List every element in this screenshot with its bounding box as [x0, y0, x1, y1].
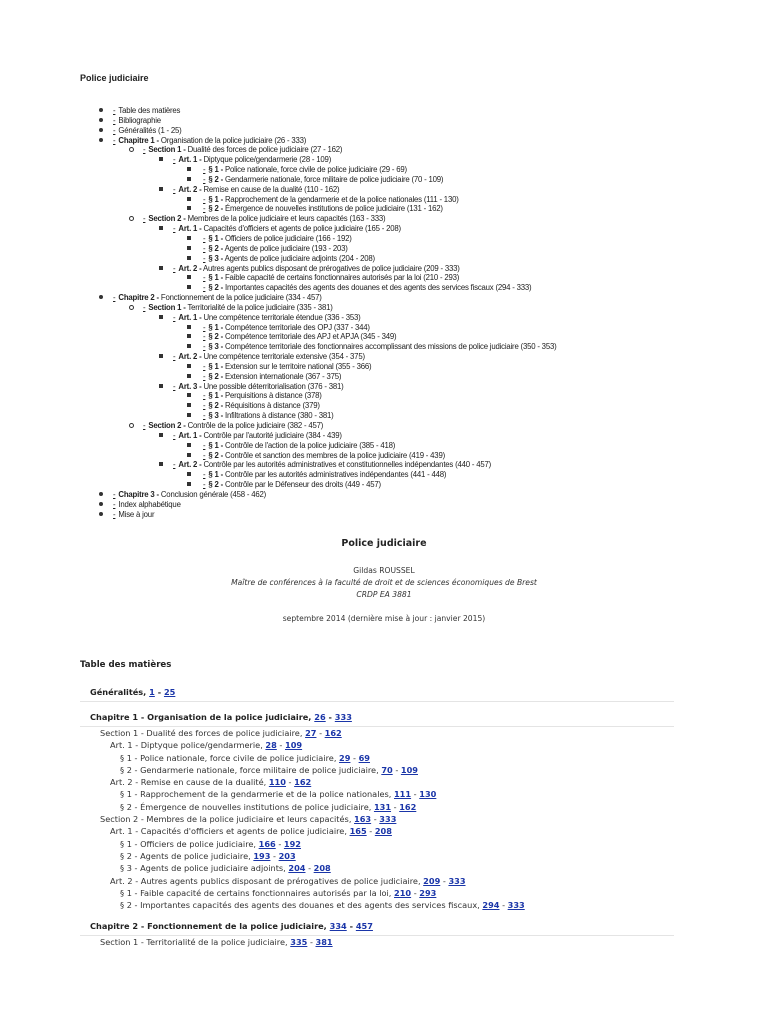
bullet-square-icon — [159, 462, 163, 466]
outline-link-paragraph[interactable]: Officiers de police judiciaire (166 - 192) — [224, 233, 352, 243]
page-link-end[interactable]: 109 — [400, 764, 418, 775]
article-title: Police judiciaire — [341, 538, 427, 549]
outline-item[interactable]: - Art. 2 - Contrôle par les autorités administratives et constitutionnelles indépendantes (440 - 457) — [80, 460, 556, 470]
outline-item[interactable]: - § 2 - Contrôle et sanction des membres de la police judiciaire (419 - 439) — [80, 451, 556, 461]
outline-link-paragraph[interactable]: Contrôle par les autorités administratives indépendantes (441 - 448) — [224, 470, 447, 480]
outline-link-article[interactable]: Une possible déterritorialisation (376 - 381) — [203, 381, 344, 391]
outline-item[interactable]: - Art. 3 - Une possible déterritorialisation (376 - 381) — [80, 382, 556, 392]
page-link-start[interactable]: 29 — [339, 752, 351, 763]
toc-row-article: Art. 2 - Autres agents publics disposant de prérogatives de police judiciaire, 209 - 333 — [110, 875, 466, 886]
publication-date: septembre 2014 (dernière mise à jour : janvier 2015) — [282, 614, 486, 623]
toc-row-section: Section 1 - Dualité des forces de police judiciaire, 27 - 162 — [100, 728, 342, 738]
outline-link-paragraph[interactable]: Extension internationale (367 - 375) — [224, 371, 342, 381]
outline-paragraph-number: § 1 - — [208, 322, 224, 332]
page-link-end[interactable]: 333 — [334, 712, 352, 722]
outline-item[interactable]: - Généralités (1 - 25) — [80, 126, 556, 136]
bullet-square-icon — [187, 482, 191, 486]
bullet-disc-icon — [99, 492, 103, 496]
bullet-square-icon — [187, 453, 191, 457]
outline-article-number: Art. 2 - — [178, 263, 202, 273]
outline-paragraph-number: § 1 - — [208, 361, 224, 371]
toc-row-paragraph: § 2 - Agents de police judiciaire, 193 - 203 — [120, 850, 296, 861]
page-link-start[interactable]: 166 — [258, 838, 276, 849]
bullet-square-icon — [187, 325, 191, 329]
outline-chapter-number: Chapitre 3 - — [118, 489, 159, 499]
outline-paragraph-number: § 2 - — [208, 174, 224, 184]
page-link-start[interactable]: 210 — [394, 887, 412, 898]
outline-item[interactable]: - § 1 - Compétence territoriale des OPJ (337 - 344) — [80, 323, 556, 333]
bullet-disc-icon — [99, 138, 103, 142]
bullet-square-icon — [187, 246, 191, 250]
outline-link-paragraph[interactable]: Perquisitions à distance (378) — [224, 391, 322, 401]
page-link-start[interactable]: 204 — [288, 863, 306, 874]
outline-item[interactable]: - Section 1 - Territorialité de la police judiciaire (335 - 381) — [80, 303, 556, 313]
toc-row-paragraph: § 1 - Police nationale, force civile de police judiciaire, 29 - 69 — [120, 752, 371, 763]
outline-item[interactable]: - § 2 - Importantes capacités des agents des douanes et des agents des services fiscaux (294 - 333) — [80, 283, 556, 293]
page-link-end[interactable]: 162 — [399, 801, 417, 812]
outline-link-section[interactable]: Membres de la police judiciaire et leurs capacités (163 - 333) — [187, 214, 386, 224]
bullet-square-icon — [159, 354, 163, 358]
outline-paragraph-number: § 3 - — [208, 253, 224, 263]
bullet-square-icon — [187, 443, 191, 447]
outline-paragraph-number: § 1 - — [208, 165, 224, 175]
outline-item[interactable]: - § 2 - Compétence territoriale des APJ et APJA (345 - 349) — [80, 332, 556, 342]
outline-link-paragraph[interactable]: Agents de police judiciaire (193 - 203) — [224, 243, 348, 253]
author-name: Gildas ROUSSEL — [353, 566, 415, 575]
page-link-end[interactable]: 109 — [285, 740, 303, 751]
toc-list — [80, 684, 674, 949]
toc-row-article: Art. 1 - Capacités d'officiers et agents de police judiciaire, 165 - 208 — [110, 826, 392, 837]
document-title: Police judiciaire — [80, 73, 149, 83]
outline-link-paragraph[interactable]: Réquisitions à distance (379) — [224, 401, 320, 411]
outline-link-article[interactable]: Autres agents publics disposant de prérogatives de police judiciaire (209 - 333) — [203, 263, 460, 273]
outline-article-number: Art. 1 - — [178, 155, 202, 165]
page-link-end[interactable]: 130 — [419, 789, 437, 800]
page-link-end[interactable]: 293 — [419, 887, 437, 898]
outline-item[interactable]: - § 2 - Gendarmerie nationale, force militaire de police judiciaire (70 - 109) — [80, 175, 556, 185]
outline-item[interactable]: - § 1 - Police nationale, force civile de police judiciaire (29 - 69) — [80, 165, 556, 175]
outline-article-number: Art. 1 - — [178, 224, 202, 234]
page-link-start[interactable]: 26 — [314, 712, 326, 722]
bullet-square-icon — [187, 413, 191, 417]
outline-item[interactable]: - Section 2 - Contrôle de la police judiciaire (382 - 457) — [80, 421, 556, 431]
bullet-disc-icon — [99, 512, 103, 516]
outline-paragraph-number: § 1 - — [208, 391, 224, 401]
outline-item[interactable]: - Art. 1 - Capacités d'officiers et agents de police judiciaire (165 - 208) — [80, 224, 556, 234]
outline-section-number: Section 1 - — [148, 302, 186, 312]
outline-link-generalites[interactable]: Généralités (1 - 25) — [118, 125, 182, 135]
bullet-square-icon — [159, 384, 163, 388]
bullet-circle-icon — [129, 305, 134, 310]
bullet-disc-icon — [99, 108, 103, 112]
outline-chapter-number: Chapitre 1 - — [118, 135, 159, 145]
bullet-square-icon — [187, 344, 191, 348]
outline-paragraph-number: § 2 - — [208, 332, 224, 342]
outline-link-article[interactable]: Remise en cause de la dualité (110 - 162) — [203, 184, 340, 194]
page-link-start[interactable]: 163 — [354, 814, 372, 825]
outline-link-paragraph[interactable]: Police nationale, force civile de police judiciaire (29 - 69) — [224, 165, 407, 175]
bullet-square-icon — [159, 226, 163, 230]
bullet-square-icon — [159, 315, 163, 319]
outline-link-chapitre-3[interactable]: Conclusion générale (458 - 462) — [160, 489, 267, 499]
outline-paragraph-number: § 2 - — [208, 401, 224, 411]
page-link-end[interactable]: 457 — [355, 921, 373, 932]
outline-link-section[interactable]: Dualité des forces de police judiciaire (27 - 162) — [187, 145, 343, 155]
bullet-square-icon — [159, 433, 163, 437]
outline-item[interactable]: - Chapitre 1 - Organisation de la police judiciaire (26 - 333) — [80, 136, 556, 146]
outline-link-article[interactable]: Diptyque police/gendarmerie (28 - 109) — [203, 155, 332, 165]
bullet-square-icon — [187, 197, 191, 201]
page-link-start[interactable]: 294 — [482, 900, 500, 911]
outline-item[interactable]: - Section 2 - Membres de la police judiciaire et leurs capacités (163 - 333) — [80, 214, 556, 224]
outline-paragraph-number: § 2 - — [208, 450, 224, 460]
outline-link-paragraph[interactable]: Extension sur le territoire national (355 - 366) — [224, 361, 372, 371]
toc-row-paragraph: § 1 - Rapprochement de la gendarmerie et de la police nationales, 111 - 130 — [120, 789, 437, 800]
outline-item[interactable]: - Art. 1 - Diptyque police/gendarmerie (28 - 109) — [80, 155, 556, 165]
outline-paragraph-number: § 2 - — [208, 371, 224, 381]
outline-article-number: Art. 1 - — [178, 312, 202, 322]
bullet-square-icon — [187, 236, 191, 240]
bullet-square-icon — [187, 256, 191, 260]
outline-item[interactable]: - Table des matières — [80, 106, 556, 116]
page-link-end[interactable]: 203 — [278, 850, 296, 861]
outline-section-number: Section 2 - — [148, 421, 186, 430]
outline-paragraph-number: § 1 - — [208, 470, 224, 480]
outline-article-number: Art. 1 - — [178, 430, 202, 440]
outline-section-number: Section 2 - — [148, 214, 186, 224]
outline-link-index[interactable]: Index alphabétique — [118, 499, 181, 509]
outline-link-paragraph[interactable]: Contrôle par le Défenseur des droits (449 - 457) — [224, 480, 381, 490]
page-link-start[interactable]: 111 — [393, 789, 412, 800]
outline-item[interactable]: - § 1 - Officiers de police judiciaire (166 - 192) — [80, 234, 556, 244]
page-link-end[interactable]: 208 — [313, 863, 331, 874]
toc-row-paragraph: § 1 - Faible capacité de certains fonctionnaires autorisés par la loi, 210 - 293 — [120, 887, 437, 898]
outline-item[interactable]: - § 3 - Agents de police judiciaire adjoints (204 - 208) — [80, 254, 556, 264]
outline-item[interactable]: - Art. 1 - Une compétence territoriale étendue (336 - 353) — [80, 313, 556, 323]
toc-row-paragraph: § 1 - Officiers de police judiciaire, 166 - 192 — [120, 838, 301, 849]
outline-article-number: Art. 3 - — [178, 381, 202, 391]
outline-paragraph-number: § 3 - — [208, 411, 224, 421]
outline-item[interactable]: - Art. 2 - Remise en cause de la dualité (110 - 162) — [80, 185, 556, 195]
toc-row-article: Art. 1 - Diptyque police/gendarmerie, 28 - 109 — [110, 740, 303, 751]
bullet-square-icon — [187, 285, 191, 289]
outline-link-paragraph[interactable]: Agents de police judiciaire adjoints (204 - 208) — [224, 253, 375, 263]
outline-item[interactable]: - § 2 - Extension internationale (367 - 375) — [80, 372, 556, 382]
toc-heading: Table des matières — [80, 660, 172, 670]
toc-row-chapter: Chapitre 1 - Organisation de la police judiciaire, 26 - 333 — [80, 709, 674, 727]
bullet-square-icon — [159, 187, 163, 191]
bullet-square-icon — [187, 275, 191, 279]
page-link-start[interactable]: 70 — [381, 764, 393, 775]
page-link-start[interactable]: 131 — [373, 801, 392, 812]
page-link-start[interactable]: 335 — [290, 937, 308, 948]
bullet-square-icon — [187, 167, 191, 171]
outline-item[interactable]: - § 1 - Contrôle de l'action de la police judiciaire (385 - 418) — [80, 441, 556, 451]
outline-link-paragraph[interactable]: Contrôle et sanction des membres de la police judiciaire (419 - 439) — [224, 450, 445, 460]
outline-item[interactable]: - Chapitre 2 - Fonctionnement de la police judiciaire (334 - 457) — [80, 293, 556, 303]
page-link-end[interactable]: 162 — [294, 777, 312, 788]
outline-item[interactable]: - § 1 - Perquisitions à distance (378) — [80, 391, 556, 401]
bullet-square-icon — [187, 206, 191, 210]
page-link-end[interactable]: 192 — [283, 838, 301, 849]
bullet-disc-icon — [99, 295, 103, 299]
outline-link-paragraph[interactable]: Compétence territoriale des APJ et APJA (345 - 349) — [224, 332, 397, 342]
outline-item[interactable]: - § 2 - Réquisitions à distance (379) — [80, 401, 556, 411]
outline-link-paragraph[interactable]: Rapprochement de la gendarmerie et de la police nationales (111 - 130) — [224, 194, 459, 204]
page-link-start[interactable]: 28 — [265, 740, 277, 751]
outline-link-table-des-matieres[interactable]: Table des matières — [118, 106, 181, 115]
outline-link-article[interactable]: Contrôle par l'autorité judiciaire (384 - 439) — [203, 430, 342, 440]
outline-list — [80, 106, 556, 519]
outline-paragraph-number: § 2 - — [208, 283, 224, 293]
outline-article-number: Art. 2 - — [178, 460, 202, 470]
outline-paragraph-number: § 2 - — [208, 204, 224, 214]
outline-paragraph-number: § 1 - — [208, 233, 224, 243]
outline-link-paragraph[interactable]: Contrôle de l'action de la police judiciaire (385 - 418) — [224, 440, 396, 450]
bullet-square-icon — [187, 334, 191, 338]
outline-link-section[interactable]: Contrôle de la police judiciaire (382 - 457) — [187, 421, 324, 430]
outline-item[interactable]: - Bibliographie — [80, 116, 556, 126]
outline-item[interactable]: - § 2 - Émergence de nouvelles institutions de police judiciaire (131 - 162) — [80, 204, 556, 214]
outline-chapter-number: Chapitre 2 - — [118, 293, 159, 303]
toc-row-chapter: Chapitre 2 - Fonctionnement de la police judiciaire, 334 - 457 — [80, 918, 674, 936]
toc-row-section: Section 1 - Territorialité de la police judiciaire, 335 - 381 — [100, 937, 333, 948]
page-link-start[interactable]: 165 — [349, 826, 367, 837]
outline-item[interactable]: - Art. 1 - Contrôle par l'autorité judiciaire (384 - 439) — [80, 431, 556, 441]
outline-link-mise-a-jour[interactable]: Mise à jour — [118, 509, 155, 519]
bullet-square-icon — [159, 157, 163, 161]
outline-link-bibliographie[interactable]: Bibliographie — [118, 115, 161, 125]
outline-link-paragraph[interactable]: Compétence territoriale des fonctionnaires accomplissant des missions de police judiciaire (350 - 353) — [224, 342, 557, 352]
bullet-disc-icon — [99, 118, 103, 122]
outline-item[interactable]: - Art. 2 - Autres agents publics disposant de prérogatives de police judiciaire (209 - 333) — [80, 264, 556, 274]
outline-item[interactable]: - § 1 - Faible capacité de certains fonctionnaires autorisés par la loi (210 - 293) — [80, 273, 556, 283]
page-link-start[interactable]: 209 — [423, 875, 441, 886]
outline-link-article[interactable]: Une compétence territoriale étendue (336 - 353) — [203, 312, 361, 322]
bullet-square-icon — [187, 472, 191, 476]
outline-paragraph-number: § 1 - — [208, 273, 224, 283]
outline-link-paragraph[interactable]: Émergence de nouvelles institutions de police judiciaire (131 - 162) — [224, 204, 443, 214]
page-link-start[interactable]: 110 — [268, 777, 286, 788]
outline-article-number: Art. 2 - — [178, 352, 202, 362]
bullet-square-icon — [187, 403, 191, 407]
bullet-circle-icon — [129, 147, 134, 152]
outline-item[interactable]: - § 2 - Contrôle par le Défenseur des droits (449 - 457) — [80, 480, 556, 490]
page-link-start[interactable]: 27 — [305, 728, 317, 738]
bullet-circle-icon — [129, 216, 134, 221]
outline-link-chapitre-1[interactable]: Organisation de la police judiciaire (26 - 333) — [160, 135, 307, 145]
page-link-end[interactable]: 25 — [163, 687, 176, 697]
page-link-end[interactable]: 333 — [379, 814, 397, 825]
toc-row-section: Section 2 - Membres de la police judiciaire et leurs capacités, 163 - 333 — [100, 814, 397, 825]
outline-item[interactable]: - Index alphabétique — [80, 500, 556, 510]
page-link-start[interactable]: 334 — [329, 921, 347, 932]
outline-link-article[interactable]: Une compétence territoriale extensive (354 - 375) — [203, 352, 365, 362]
outline-item[interactable]: - § 3 - Infiltrations à distance (380 - 381) — [80, 411, 556, 421]
outline-link-section[interactable]: Territorialité de la police judiciaire (335 - 381) — [187, 302, 333, 312]
research-lab: CRDP EA 3881 — [356, 590, 412, 599]
page-link-start[interactable]: 1 — [149, 687, 155, 697]
page-link-end[interactable]: 381 — [315, 937, 333, 948]
bullet-circle-icon — [129, 423, 134, 428]
toc-row-paragraph: § 2 - Importantes capacités des agents des douanes et des agents des services fiscaux, 294 - 333 — [120, 900, 525, 911]
outline-article-number: Art. 2 - — [178, 184, 202, 194]
outline-item[interactable]: - Chapitre 3 - Conclusion générale (458 - 462) — [80, 490, 556, 500]
page-link-end[interactable]: 208 — [374, 826, 392, 837]
page-link-end[interactable]: 162 — [324, 728, 342, 738]
bullet-disc-icon — [99, 128, 103, 132]
outline-item[interactable]: - § 1 - Contrôle par les autorités administratives indépendantes (441 - 448) — [80, 470, 556, 480]
bullet-square-icon — [187, 374, 191, 378]
outline-paragraph-number: § 2 - — [208, 480, 224, 490]
outline-link-paragraph[interactable]: Faible capacité de certains fonctionnaires autorisés par la loi (210 - 293) — [224, 273, 460, 283]
bullet-square-icon — [187, 177, 191, 181]
outline-link-article[interactable]: Capacités d'officiers et agents de police judiciaire (165 - 208) — [203, 224, 401, 234]
outline-link-chapitre-2[interactable]: Fonctionnement de la police judiciaire (334 - 457) — [160, 293, 322, 303]
outline-section-number: Section 1 - — [148, 145, 186, 155]
outline-paragraph-number: § 1 - — [208, 194, 224, 204]
bullet-disc-icon — [99, 502, 103, 506]
outline-item[interactable]: - Mise à jour — [80, 510, 556, 520]
outline-link-article[interactable]: Contrôle par les autorités administratives et constitutionnelles indépendantes (440 - 457) — [203, 460, 492, 470]
outline-paragraph-number: § 1 - — [208, 440, 224, 450]
outline-item[interactable]: - § 2 - Agents de police judiciaire (193 - 203) — [80, 244, 556, 254]
toc-row-paragraph: § 2 - Gendarmerie nationale, force militaire de police judiciaire, 70 - 109 — [120, 764, 418, 775]
outline-paragraph-number: § 2 - — [208, 243, 224, 253]
page-link-end[interactable]: 69 — [358, 752, 371, 763]
bullet-square-icon — [187, 393, 191, 397]
outline-paragraph-number: § 3 - — [208, 342, 224, 352]
page-link-end[interactable]: 333 — [507, 900, 525, 911]
bullet-square-icon — [187, 364, 191, 368]
outline-link-paragraph[interactable]: Infiltrations à distance (380 - 381) — [224, 411, 334, 421]
toc-row-paragraph: § 2 - Émergence de nouvelles institutions de police judiciaire, 131 - 162 — [120, 801, 417, 812]
outline-item[interactable]: - § 1 - Extension sur le territoire national (355 - 366) — [80, 362, 556, 372]
bullet-square-icon — [159, 266, 163, 270]
toc-row-paragraph: § 3 - Agents de police judiciaire adjoints, 204 - 208 — [120, 863, 331, 874]
toc-row-article: Art. 2 - Remise en cause de la dualité, 110 - 162 — [110, 777, 312, 788]
outline-link-paragraph[interactable]: Compétence territoriale des OPJ (337 - 344) — [224, 322, 370, 332]
toc-row-generalites: Généralités, 1 - 25 — [80, 684, 674, 702]
outline-link-paragraph[interactable]: Importantes capacités des agents des douanes et des agents des services fiscaux (294 - 333) — [224, 283, 532, 293]
outline-item[interactable]: - Art. 2 - Une compétence territoriale extensive (354 - 375) — [80, 352, 556, 362]
page-link-start[interactable]: 193 — [253, 850, 271, 861]
outline-item[interactable]: - § 3 - Compétence territoriale des fonctionnaires accomplissant des missions de police judiciaire (350 - 353) — [80, 342, 556, 352]
outline-item[interactable]: - § 1 - Rapprochement de la gendarmerie et de la police nationales (111 - 130) — [80, 195, 556, 205]
author-affiliation: Maître de conférences à la faculté de droit et de sciences économiques de Brest — [231, 578, 537, 587]
outline-link-paragraph[interactable]: Gendarmerie nationale, force militaire de police judiciaire (70 - 109) — [224, 174, 444, 184]
page-link-end[interactable]: 333 — [448, 875, 466, 886]
outline-item[interactable]: - Section 1 - Dualité des forces de police judiciaire (27 - 162) — [80, 145, 556, 155]
